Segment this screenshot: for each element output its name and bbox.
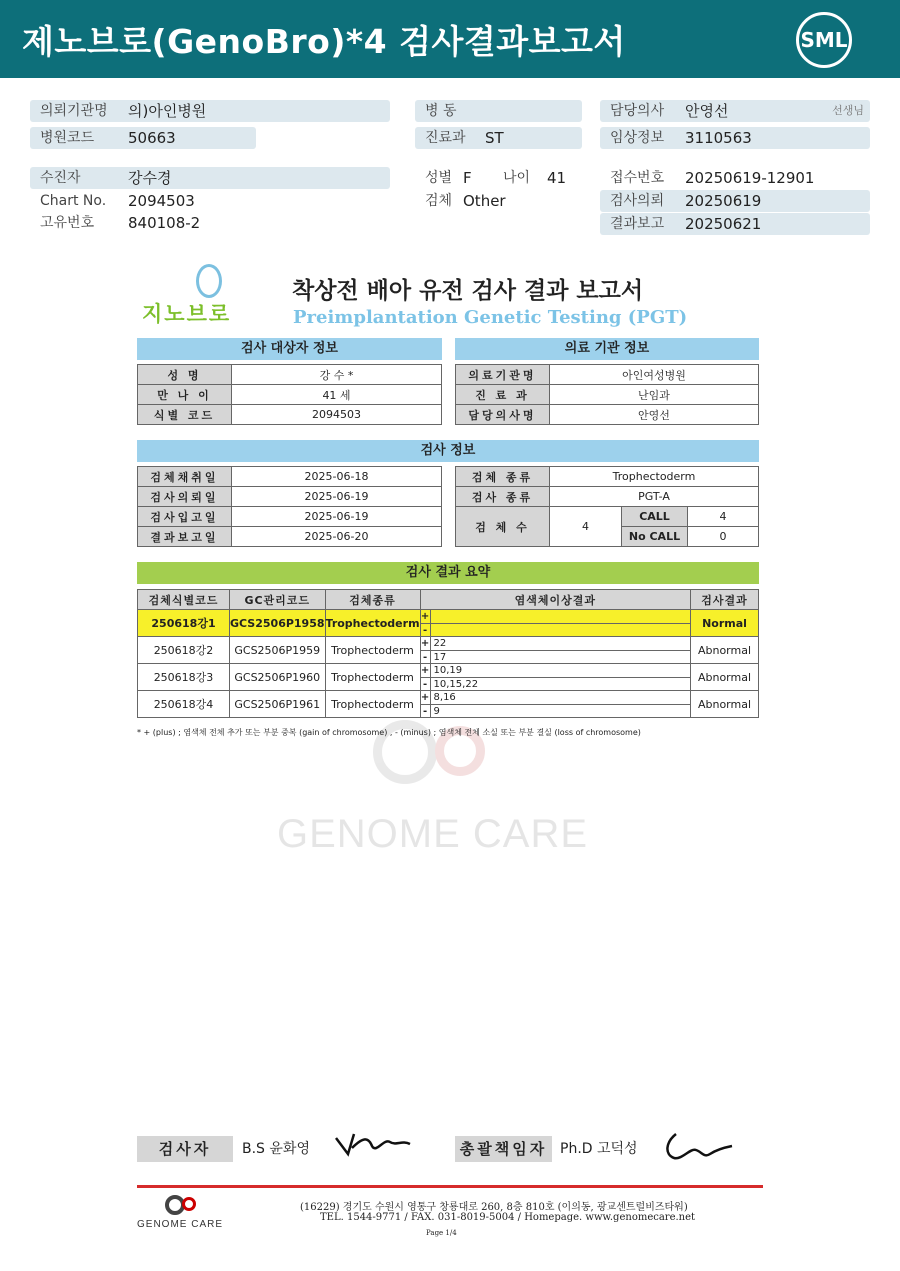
tester-signature xyxy=(332,1128,412,1164)
specimen-field xyxy=(415,190,582,212)
dna-icon xyxy=(196,264,222,298)
specimen-label: 검체 xyxy=(425,193,453,209)
loss-values xyxy=(431,623,690,636)
call-label: CALL xyxy=(622,507,688,527)
test-dates-table xyxy=(137,466,442,547)
gc-code: GCS2506P1958 xyxy=(230,610,326,637)
dept-value: ST xyxy=(485,129,504,147)
table-row xyxy=(138,664,759,691)
doctor-value: 안영선 xyxy=(685,102,729,120)
specimen-count-label: 검 체 수 xyxy=(456,507,550,547)
specimen-type-label: 검체 종류 xyxy=(456,467,550,487)
gc-code: GCS2506P1961 xyxy=(230,691,326,718)
patient-label: 수진자 xyxy=(40,170,81,186)
inst-name-value: 아인여성병원 xyxy=(550,365,759,385)
subject-info-table xyxy=(137,364,442,425)
sex-age-field xyxy=(415,167,582,189)
sample-id: 250618강2 xyxy=(138,637,230,664)
request-label: 검사의뢰 xyxy=(610,193,665,209)
result-value: Abnormal xyxy=(691,637,759,664)
summary-heading: 검사 결과 요약 xyxy=(137,562,759,584)
minus-sign: - xyxy=(421,677,430,690)
request-value: 20250619 xyxy=(685,192,762,210)
hospital-code-value: 50663 xyxy=(128,129,176,147)
result-value: Normal xyxy=(691,610,759,637)
doctor-suffix: 선생님 xyxy=(832,104,864,117)
collect-date-value: 2025-06-18 xyxy=(232,467,442,487)
result-date-label: 결과보고일 xyxy=(138,527,232,547)
test-info-heading: 검사 정보 xyxy=(137,440,759,462)
dept-label: 진료과 xyxy=(425,130,466,146)
collect-date-label: 검체채취일 xyxy=(138,467,232,487)
gc-code: GCS2506P1959 xyxy=(230,637,326,664)
chief-signature xyxy=(656,1128,736,1164)
genome-care-watermark xyxy=(270,720,630,860)
sample-id: 250618강4 xyxy=(138,691,230,718)
subject-id-label: 식별 코드 xyxy=(138,405,232,425)
report-label: 결과보고 xyxy=(610,216,665,232)
test-specimen-table xyxy=(455,466,759,547)
chart-field xyxy=(30,190,390,212)
genome-care-logo-text: GENOME CARE xyxy=(137,1219,224,1230)
col-chromosome: 염색체이상결과 xyxy=(420,590,690,610)
test-type-label: 검사 종류 xyxy=(456,487,550,507)
gc-code: GCS2506P1960 xyxy=(230,664,326,691)
doctor-label: 담당의사 xyxy=(610,103,665,119)
institution-field xyxy=(30,100,390,122)
subject-info-heading: 검사 대상자 정보 xyxy=(137,338,442,360)
clinical-field xyxy=(600,127,870,149)
subject-id-value: 2094503 xyxy=(232,405,442,425)
sign-cell xyxy=(420,691,430,718)
sign-cell xyxy=(420,664,430,691)
subject-age-label: 만 나 이 xyxy=(138,385,232,405)
footer-address: (16229) 경기도 수원시 영통구 창룡대로 260, 8층 810호 (이의동, 광교센트럴비즈타워) xyxy=(300,1202,688,1213)
sample-type: Trophectoderm xyxy=(325,691,420,718)
table-row xyxy=(138,610,759,637)
receive-date-value: 2025-06-19 xyxy=(232,507,442,527)
request-date-value: 2025-06-19 xyxy=(232,487,442,507)
patient-field xyxy=(30,167,390,189)
dept-field xyxy=(415,127,582,149)
gain-values: 8,16 xyxy=(433,692,456,703)
minus-sign: - xyxy=(421,650,430,663)
loss-values: 10,15,22 xyxy=(431,677,690,690)
hospital-code-label: 병원코드 xyxy=(40,130,95,146)
report-title: 착상전 배아 유전 검사 결과 보고서 xyxy=(292,278,644,304)
result-value: Abnormal xyxy=(691,664,759,691)
unique-value: 840108-2 xyxy=(128,214,201,232)
col-type: 검체종류 xyxy=(325,590,420,610)
patient-value: 강수경 xyxy=(128,169,172,187)
specimen-count-value: 4 xyxy=(550,507,622,547)
inst-dept-value: 난임과 xyxy=(550,385,759,405)
age-label: 나이 xyxy=(503,170,531,186)
ward-field xyxy=(415,100,582,122)
sign-cell xyxy=(420,610,430,637)
plus-sign: + xyxy=(420,665,430,676)
plus-sign: + xyxy=(420,638,430,649)
chromosome-cell xyxy=(430,637,690,664)
genome-care-logo xyxy=(137,1195,227,1235)
summary-footnote: * + (plus) ; 염색체 전체 추가 또는 부분 중복 (gain of chromosome) , - (minus) ; 염색체 전체 소실 또는 부분 결실 (loss of chromosome) xyxy=(137,728,641,737)
institution-value: 의)아인병원 xyxy=(128,102,207,120)
call-value: 4 xyxy=(688,507,759,527)
report-date-field xyxy=(600,213,870,235)
tester-label: 검사자 xyxy=(137,1136,233,1162)
nocall-label: No CALL xyxy=(622,527,688,547)
sex-value: F xyxy=(463,169,472,187)
minus-sign: - xyxy=(421,623,430,636)
footer-divider xyxy=(137,1185,763,1188)
chief-label: 총괄책임자 xyxy=(455,1136,552,1162)
loss-values: 17 xyxy=(431,650,690,663)
chromosome-cell xyxy=(430,610,690,637)
page-number: Page 1/4 xyxy=(426,1229,457,1237)
brand-name: 지노브로 xyxy=(142,302,232,326)
inst-name-label: 의료기관명 xyxy=(456,365,550,385)
specimen-value: Other xyxy=(463,192,506,210)
subject-age-value: 41 세 xyxy=(232,385,442,405)
institution-info-heading: 의료 기관 정보 xyxy=(455,338,759,360)
genome-care-accent-icon xyxy=(182,1197,196,1211)
sample-type: Trophectoderm xyxy=(325,610,420,637)
sample-type: Trophectoderm xyxy=(325,637,420,664)
hospital-code-field xyxy=(30,127,256,149)
gain-values: 10,19 xyxy=(433,665,463,676)
inst-doctor-label: 담당의사명 xyxy=(456,405,550,425)
col-id: 검체식별코드 xyxy=(138,590,230,610)
plus-sign: + xyxy=(420,611,430,622)
watermark-text: GENOME CARE xyxy=(277,812,589,856)
clinical-label: 임상정보 xyxy=(610,130,665,146)
receive-date-label: 검사입고일 xyxy=(138,507,232,527)
plus-sign: + xyxy=(420,692,430,703)
col-gc: GC관리코드 xyxy=(230,590,326,610)
chromosome-cell xyxy=(430,691,690,718)
unique-field xyxy=(30,212,390,234)
test-type-value: PGT-A xyxy=(550,487,759,507)
result-date-value: 2025-06-20 xyxy=(232,527,442,547)
sml-logo: SML xyxy=(796,12,852,68)
request-field xyxy=(600,190,870,212)
age-value: 41 xyxy=(547,169,567,187)
clinical-value: 3110563 xyxy=(685,129,752,147)
subject-name-label: 성 명 xyxy=(138,365,232,385)
receipt-value: 20250619-12901 xyxy=(685,169,815,187)
report-subtitle: Preimplantation Genetic Testing (PGT) xyxy=(293,307,688,328)
ward-label: 병 동 xyxy=(425,103,457,119)
sample-type: Trophectoderm xyxy=(325,664,420,691)
inst-dept-label: 진 료 과 xyxy=(456,385,550,405)
subject-name-value: 강 수 * xyxy=(232,365,442,385)
chart-value: 2094503 xyxy=(128,192,195,210)
tester-name: B.S 윤화영 xyxy=(242,1141,310,1157)
specimen-type-value: Trophectoderm xyxy=(550,467,759,487)
summary-table xyxy=(137,589,759,718)
sample-id: 250618강1 xyxy=(138,610,230,637)
nocall-value: 0 xyxy=(688,527,759,547)
institution-info-table xyxy=(455,364,759,425)
footer-contact: TEL. 1544-9771 / FAX. 031-8019-5004 / Homepage. www.genomecare.net xyxy=(320,1212,696,1223)
loss-values: 9 xyxy=(431,704,690,717)
page-title: 제노브로(GenoBro)*4 검사결과보고서 xyxy=(22,22,626,61)
chromosome-cell xyxy=(430,664,690,691)
chart-label: Chart No. xyxy=(40,193,107,209)
sex-label: 성별 xyxy=(425,170,453,186)
sign-cell xyxy=(420,637,430,664)
col-result: 검사결과 xyxy=(691,590,759,610)
genobro-logo xyxy=(140,262,260,326)
doctor-field xyxy=(600,100,870,122)
summary-header-row xyxy=(138,590,759,610)
receipt-label: 접수번호 xyxy=(610,170,665,186)
table-row xyxy=(138,691,759,718)
report-value: 20250621 xyxy=(685,215,762,233)
sample-id: 250618강3 xyxy=(138,664,230,691)
institution-label: 의뢰기관명 xyxy=(40,103,108,119)
unique-label: 고유번호 xyxy=(40,215,95,231)
minus-sign: - xyxy=(421,704,430,717)
request-date-label: 검사의뢰일 xyxy=(138,487,232,507)
result-value: Abnormal xyxy=(691,691,759,718)
gain-values xyxy=(431,610,690,623)
table-row xyxy=(138,637,759,664)
header-bar xyxy=(0,0,900,78)
chief-name: Ph.D 고덕성 xyxy=(560,1141,638,1157)
gain-values: 22 xyxy=(433,638,447,649)
inst-doctor-value: 안영선 xyxy=(550,405,759,425)
receipt-field xyxy=(600,167,870,189)
